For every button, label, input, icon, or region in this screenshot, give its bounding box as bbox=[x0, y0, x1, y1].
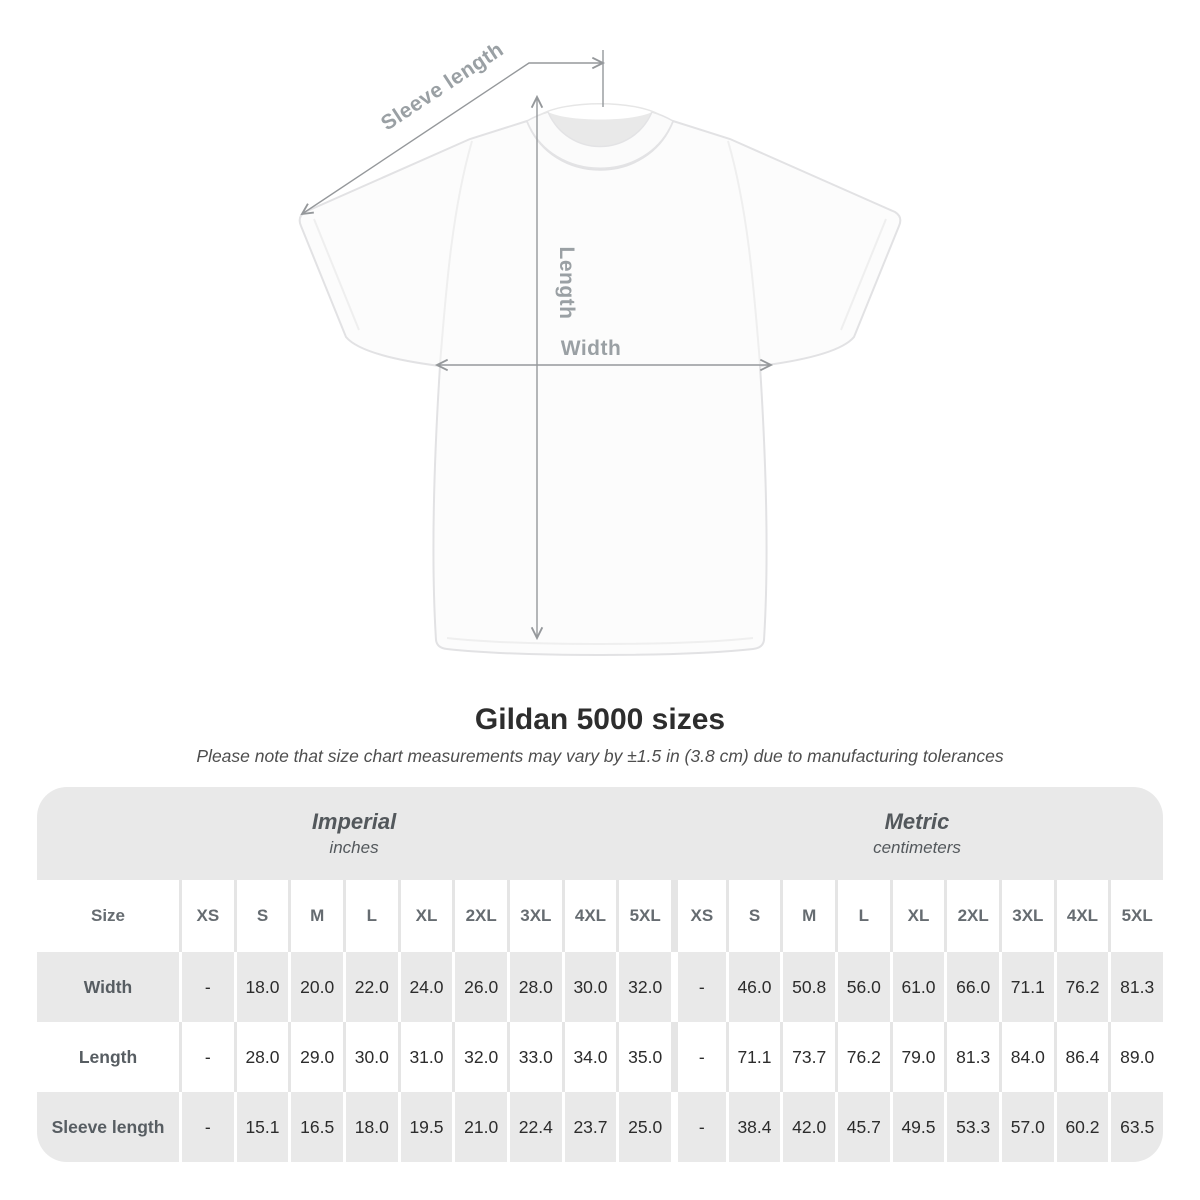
size-column-header: Size bbox=[90, 906, 126, 925]
metric-title: Metric bbox=[884, 809, 950, 834]
sleeve-metric-l: 45.7 bbox=[835, 1092, 890, 1162]
width-imperial-5xl: 32.0 bbox=[616, 952, 671, 1022]
sleeve-imperial-4xl: 23.7 bbox=[562, 1092, 617, 1162]
width-metric-2xl: 66.0 bbox=[944, 952, 999, 1022]
length-metric-s: 71.1 bbox=[726, 1022, 781, 1092]
size-table bbox=[37, 787, 1163, 1162]
sleeve-imperial-xs: - bbox=[179, 1092, 234, 1162]
width-imperial-xl: 24.0 bbox=[398, 952, 453, 1022]
size-col-imperial-s: S bbox=[234, 880, 289, 952]
tshirt-collar-back-rim bbox=[540, 104, 660, 115]
page-title: Gildan 5000 sizes bbox=[474, 703, 726, 736]
size-col-metric-l: L bbox=[835, 880, 890, 952]
sleeve-imperial-3xl: 22.4 bbox=[507, 1092, 562, 1162]
length-metric-5xl: 89.0 bbox=[1108, 1022, 1163, 1092]
length-imperial-2xl: 32.0 bbox=[452, 1022, 507, 1092]
row-label-sleeve-length: Sleeve length bbox=[37, 1092, 179, 1162]
size-col-metric-3xl: 3XL bbox=[999, 880, 1054, 952]
sleeve-imperial-xl: 19.5 bbox=[398, 1092, 453, 1162]
width-imperial-4xl: 30.0 bbox=[562, 952, 617, 1022]
length-metric-4xl: 86.4 bbox=[1054, 1022, 1109, 1092]
width-metric-m: 50.8 bbox=[780, 952, 835, 1022]
width-imperial-2xl: 26.0 bbox=[452, 952, 507, 1022]
width-metric-s: 46.0 bbox=[726, 952, 781, 1022]
sleeve-metric-4xl: 60.2 bbox=[1054, 1092, 1109, 1162]
row-label-length: Length bbox=[78, 1046, 138, 1067]
length-imperial-xl: 31.0 bbox=[398, 1022, 453, 1092]
size-col-imperial-xs: XS bbox=[179, 880, 234, 952]
length-label: Length bbox=[555, 246, 578, 320]
sleeve-imperial-2xl: 21.0 bbox=[452, 1092, 507, 1162]
sleeve-metric-m: 42.0 bbox=[780, 1092, 835, 1162]
tolerance-note: Please note that size chart measurements may vary by ±1.5 in (3.8 cm) due to manufacturing tolerances bbox=[196, 746, 1004, 766]
width-metric-xl: 61.0 bbox=[890, 952, 945, 1022]
width-metric-l: 56.0 bbox=[835, 952, 890, 1022]
sleeve-metric-5xl: 63.5 bbox=[1108, 1092, 1163, 1162]
length-imperial-xs: - bbox=[179, 1022, 234, 1092]
length-imperial-m: 29.0 bbox=[288, 1022, 343, 1092]
row-label-width: Width bbox=[37, 952, 179, 1022]
imperial-unit: inches bbox=[329, 838, 379, 857]
metric-section-header bbox=[671, 787, 1163, 880]
size-col-imperial-m: M bbox=[288, 880, 343, 952]
length-metric-l: 76.2 bbox=[835, 1022, 890, 1092]
metric-unit: centimeters bbox=[873, 838, 961, 857]
size-col-imperial-2xl: 2XL bbox=[452, 880, 507, 952]
sleeve-imperial-l: 18.0 bbox=[343, 1092, 398, 1162]
size-col-imperial-5xl: 5XL bbox=[616, 880, 671, 952]
size-col-imperial-xl: XL bbox=[398, 880, 453, 952]
sleeve-imperial-5xl: 25.0 bbox=[616, 1092, 671, 1162]
length-metric-2xl: 81.3 bbox=[944, 1022, 999, 1092]
size-col-metric-s: S bbox=[726, 880, 781, 952]
length-metric-xs: - bbox=[671, 1022, 726, 1092]
width-imperial-m: 20.0 bbox=[288, 952, 343, 1022]
size-col-metric-xl: XL bbox=[890, 880, 945, 952]
length-metric-xl: 79.0 bbox=[890, 1022, 945, 1092]
width-metric-5xl: 81.3 bbox=[1108, 952, 1163, 1022]
sleeve-metric-xl: 49.5 bbox=[890, 1092, 945, 1162]
width-label: Width bbox=[560, 337, 622, 360]
size-col-metric-2xl: 2XL bbox=[944, 880, 999, 952]
width-imperial-xs: - bbox=[179, 952, 234, 1022]
size-col-imperial-l: L bbox=[343, 880, 398, 952]
sleeve-metric-2xl: 53.3 bbox=[944, 1092, 999, 1162]
size-col-metric-xs: XS bbox=[671, 880, 726, 952]
imperial-section-header bbox=[37, 787, 671, 880]
sleeve-imperial-s: 15.1 bbox=[234, 1092, 289, 1162]
width-imperial-3xl: 28.0 bbox=[507, 952, 562, 1022]
width-imperial-l: 22.0 bbox=[343, 952, 398, 1022]
sleeve-length-label: Sleeve length bbox=[376, 37, 508, 136]
length-imperial-s: 28.0 bbox=[234, 1022, 289, 1092]
size-col-imperial-3xl: 3XL bbox=[507, 880, 562, 952]
imperial-title: Imperial bbox=[311, 809, 397, 834]
size-col-metric-m: M bbox=[780, 880, 835, 952]
size-col-metric-5xl: 5XL bbox=[1108, 880, 1163, 952]
tshirt-body bbox=[300, 121, 901, 655]
length-metric-m: 73.7 bbox=[780, 1022, 835, 1092]
width-metric-xs: - bbox=[671, 952, 726, 1022]
sleeve-metric-3xl: 57.0 bbox=[999, 1092, 1054, 1162]
length-imperial-5xl: 35.0 bbox=[616, 1022, 671, 1092]
width-metric-4xl: 76.2 bbox=[1054, 952, 1109, 1022]
length-metric-3xl: 84.0 bbox=[999, 1022, 1054, 1092]
length-imperial-3xl: 33.0 bbox=[507, 1022, 562, 1092]
sleeve-imperial-m: 16.5 bbox=[288, 1092, 343, 1162]
size-col-metric-4xl: 4XL bbox=[1054, 880, 1109, 952]
size-col-imperial-4xl: 4XL bbox=[562, 880, 617, 952]
length-imperial-l: 30.0 bbox=[343, 1022, 398, 1092]
sleeve-metric-s: 38.4 bbox=[726, 1092, 781, 1162]
width-imperial-s: 18.0 bbox=[234, 952, 289, 1022]
sleeve-metric-xs: - bbox=[671, 1092, 726, 1162]
width-metric-3xl: 71.1 bbox=[999, 952, 1054, 1022]
length-imperial-4xl: 34.0 bbox=[562, 1022, 617, 1092]
